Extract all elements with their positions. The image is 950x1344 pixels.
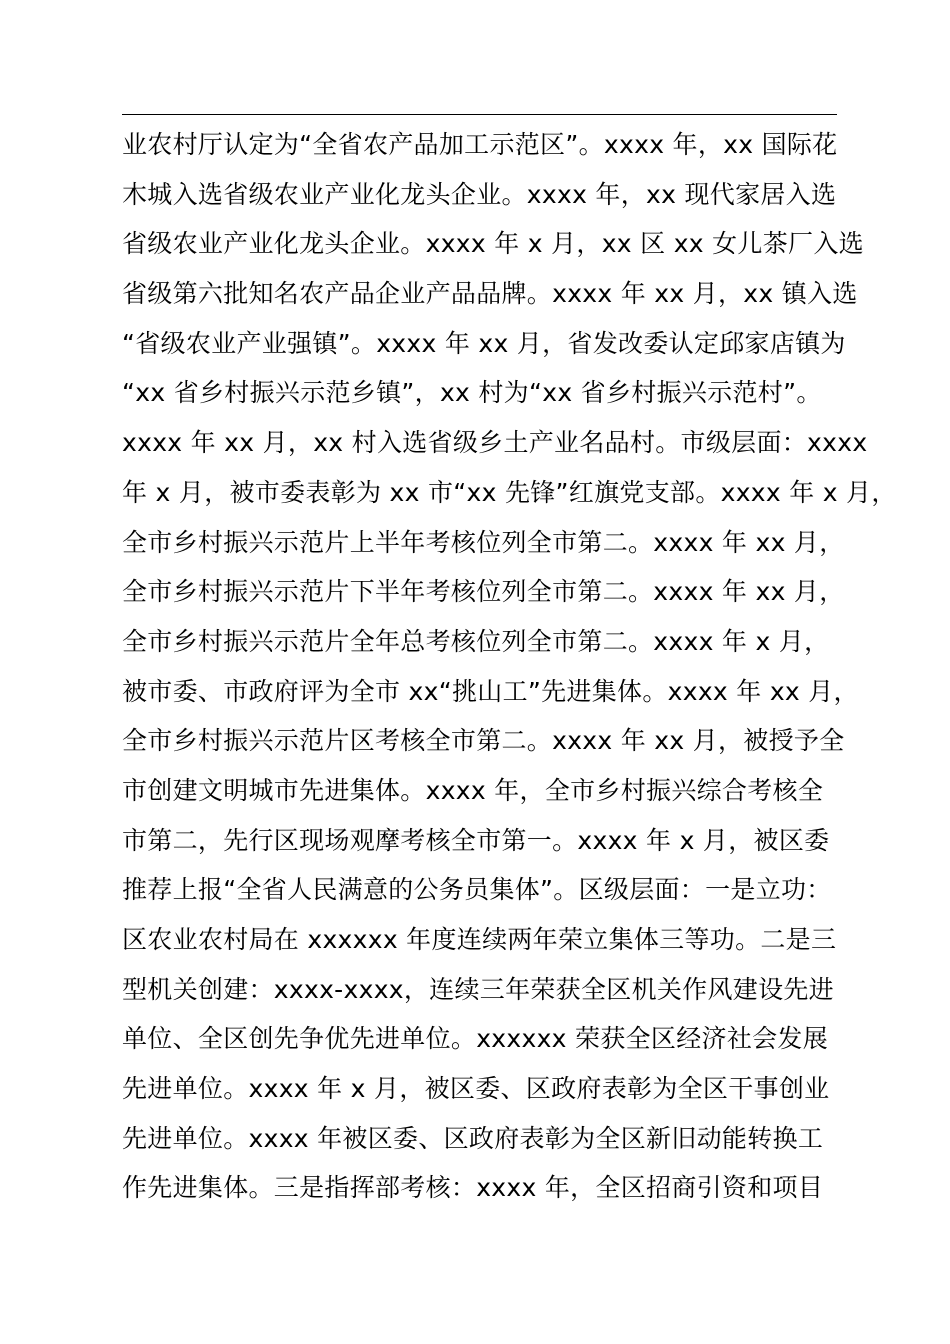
text-line: 市第二，先行区现场观摩考核全市第一。xxxx 年 x 月，被区委 — [122, 825, 830, 855]
text-line: “省级农业产业强镇”。xxxx 年 xx 月，省发改委认定邱家店镇为 — [122, 328, 846, 358]
text-line: 全市乡村振兴示范片上半年考核位列全市第二。xxxx 年 xx 月， — [122, 527, 845, 557]
text-line: 被市委、市政府评为全市 xx“挑山工”先进集体。xxxx 年 xx 月， — [122, 676, 859, 706]
text-line: 全市乡村振兴示范片全年总考核位列全市第二。xxxx 年 x 月， — [122, 626, 830, 656]
text-line: 型机关创建：xxxx-xxxx，连续三年荣获全区机关作风建设先进 — [122, 974, 834, 1004]
text-line: 单位、全区创先争优先进单位。xxxxxx 荣获全区经济社会发展 — [122, 1024, 829, 1054]
text-line: 全市乡村振兴示范片区考核全市第二。xxxx 年 xx 月，被授予全 — [122, 726, 845, 756]
body-text — [122, 120, 897, 1213]
text-line: 市创建文明城市先进集体。xxxx 年，全市乡村振兴综合考核全 — [122, 775, 824, 805]
text-line: 省级第六批知名农产品企业产品品牌。xxxx 年 xx 月，xx 镇入选 — [122, 279, 858, 309]
text-line: 推荐上报“全省人民满意的公务员集体”。区级层面：一是立功： — [122, 875, 832, 905]
text-line: 区农业农村局在 xxxxxx 年度连续两年荣立集体三等功。二是三 — [122, 925, 837, 954]
text-line: 全市乡村振兴示范片下半年考核位列全市第二。xxxx 年 xx 月， — [122, 577, 845, 607]
text-line: 先进单位。xxxx 年 x 月，被区委、区政府表彰为全区干事创业 — [122, 1074, 830, 1104]
header-rule — [122, 114, 837, 115]
text-line: 业农村厅认定为“全省农产品加工示范区”。xxxx 年，xx 国际花 — [122, 130, 838, 159]
text-line: 作先进集体。三是指挥部考核：xxxx 年，全区招商引资和项目 — [122, 1173, 824, 1203]
text-line: xxxx 年 xx 月，xx 村入选省级乡土产业名品村。市级层面：xxxx — [122, 428, 868, 458]
text-line: 木城入选省级农业产业化龙头企业。xxxx 年，xx 现代家居入选 — [122, 179, 837, 209]
text-line: “xx 省乡村振兴示范乡镇”，xx 村为“xx 省乡村振兴示范村”。 — [122, 378, 822, 408]
text-line: 省级农业产业化龙头企业。xxxx 年 x 月，xx 区 xx 女儿茶厂入选 — [122, 229, 864, 259]
text-line: 年 x 月，被市委表彰为 xx 市“xx 先锋”红旗党支部。xxxx 年 x 月， — [122, 477, 897, 507]
text-line: 先进单位。xxxx 年被区委、区政府表彰为全区新旧动能转换工 — [122, 1123, 824, 1153]
